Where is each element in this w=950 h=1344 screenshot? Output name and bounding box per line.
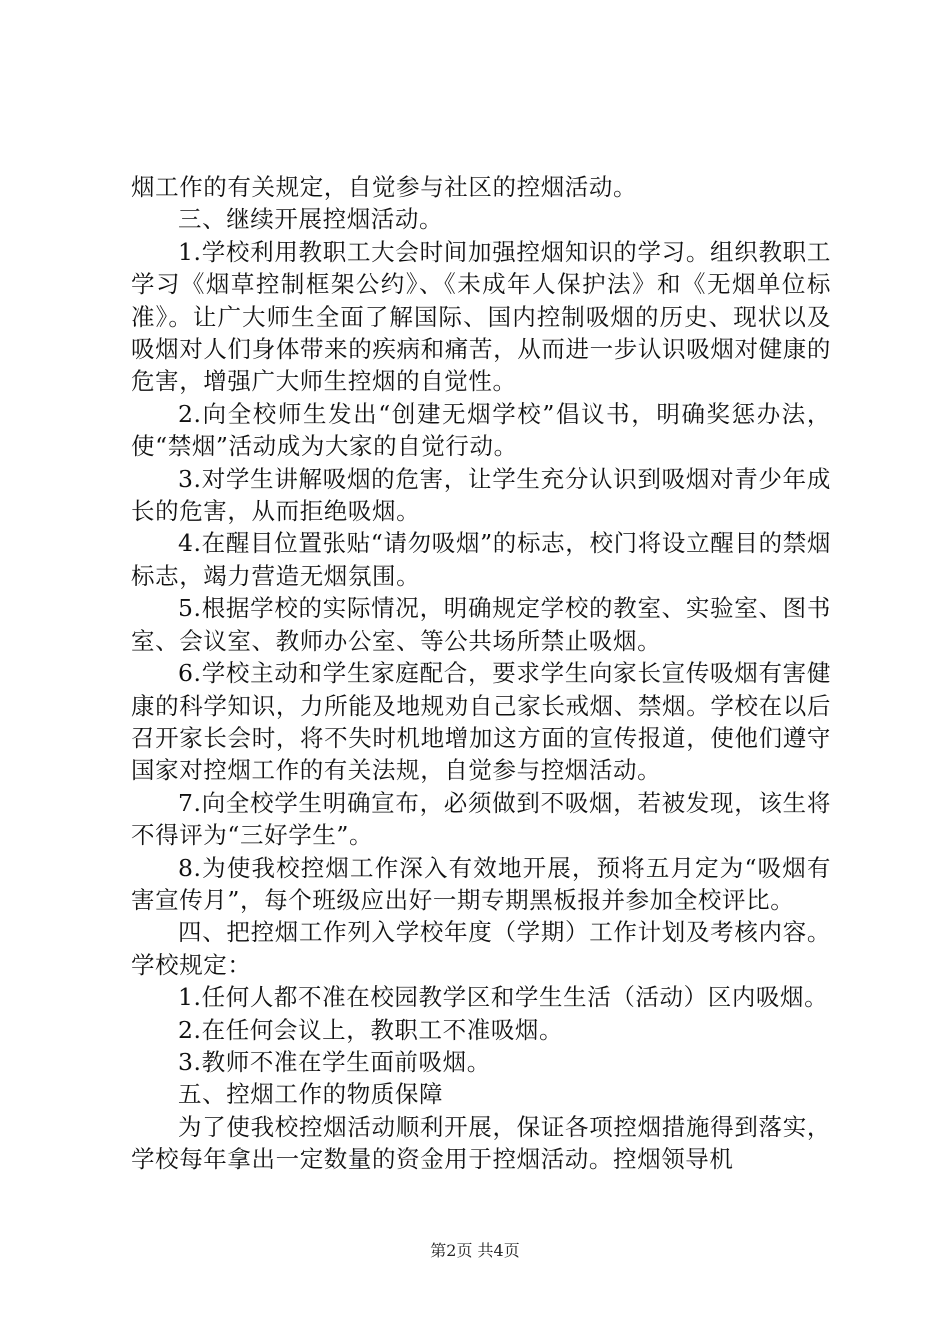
paragraph-item-3-6: 6.学校主动和学生家庭配合，要求学生向家长宣传吸烟有害健康的科学知识，力所能及地规劝自己家长戒烟、禁烟。学校在以后召开家长会时，将不失时机地增加这方面的宣传报道，使他们遵守国家对控烟工作的有关法规，自觉参与控烟活动。 <box>131 659 831 785</box>
paragraph-item-3-2: 2.向全校师生发出“创建无烟学校”倡议书，明确奖惩办法，使“禁烟”活动成为大家的自觉行动。 <box>131 399 831 461</box>
paragraph-item-4-3: 3.教师不准在学生面前吸烟。 <box>178 1047 491 1076</box>
paragraph-item-3-3: 3.对学生讲解吸烟的危害，让学生充分认识到吸烟对青少年成长的危害，从而拒绝吸烟。 <box>131 464 831 526</box>
paragraph-item-4-2: 2.在任何会议上，教职工不准吸烟。 <box>178 1015 564 1044</box>
paragraph-item-3-7: 7.向全校学生明确宣布，必须做到不吸烟，若被发现，该生将不得评为“三好学生”。 <box>131 788 831 850</box>
paragraph-item-3-4: 4.在醒目位置张贴“请勿吸烟”的标志，校门将设立醒目的禁烟标志，竭力营造无烟氛围。 <box>131 529 831 590</box>
paragraph-item-4-1: 1.任何人都不准在校园教学区和学生生活（活动）区内吸烟。 <box>178 983 829 1012</box>
paragraph-item-3-8: 8.为使我校控烟工作深入有效地开展，预将五月定为“吸烟有害宣传月”，每个班级应出好一期专期黑板报并参加全校评比。 <box>131 853 831 914</box>
paragraph-item-3-1: 1.学校利用教职工大会时间加强控烟知识的学习。组织教职工学习《烟草控制框架公约》、《未成年人保护法》和《无烟单位标准》。让广大师生全面了解国际、国内控制吸烟的历史、现状以及吸烟对人们身体带来的疾病和痛苦，从而进一步认识吸烟对健康的危害，增强广大师生控烟的自觉性。 <box>131 237 831 396</box>
document-body <box>131 171 831 1176</box>
page-number-footer: 第2页 共4页 <box>430 1241 520 1260</box>
paragraph-5-body: 为了使我校控烟活动顺利开展，保证各项控烟措施得到落实，学校每年拿出一定数量的资金用于控烟活动。控烟领导机 <box>131 1112 831 1174</box>
section-heading-3: 三、继续开展控烟活动。 <box>178 205 444 234</box>
section-heading-5: 五、控烟工作的物质保障 <box>178 1080 444 1109</box>
paragraph-1: 烟工作的有关规定，自觉参与社区的控烟活动。 <box>131 173 638 201</box>
section-heading-4: 四、把控烟工作列入学校年度（学期）工作计划及考核内容。学校规定： <box>131 918 831 979</box>
paragraph-item-3-5: 5.根据学校的实际情况，明确规定学校的教室、实验室、图书室、会议室、教师办公室、等公共场所禁止吸烟。 <box>131 594 831 655</box>
